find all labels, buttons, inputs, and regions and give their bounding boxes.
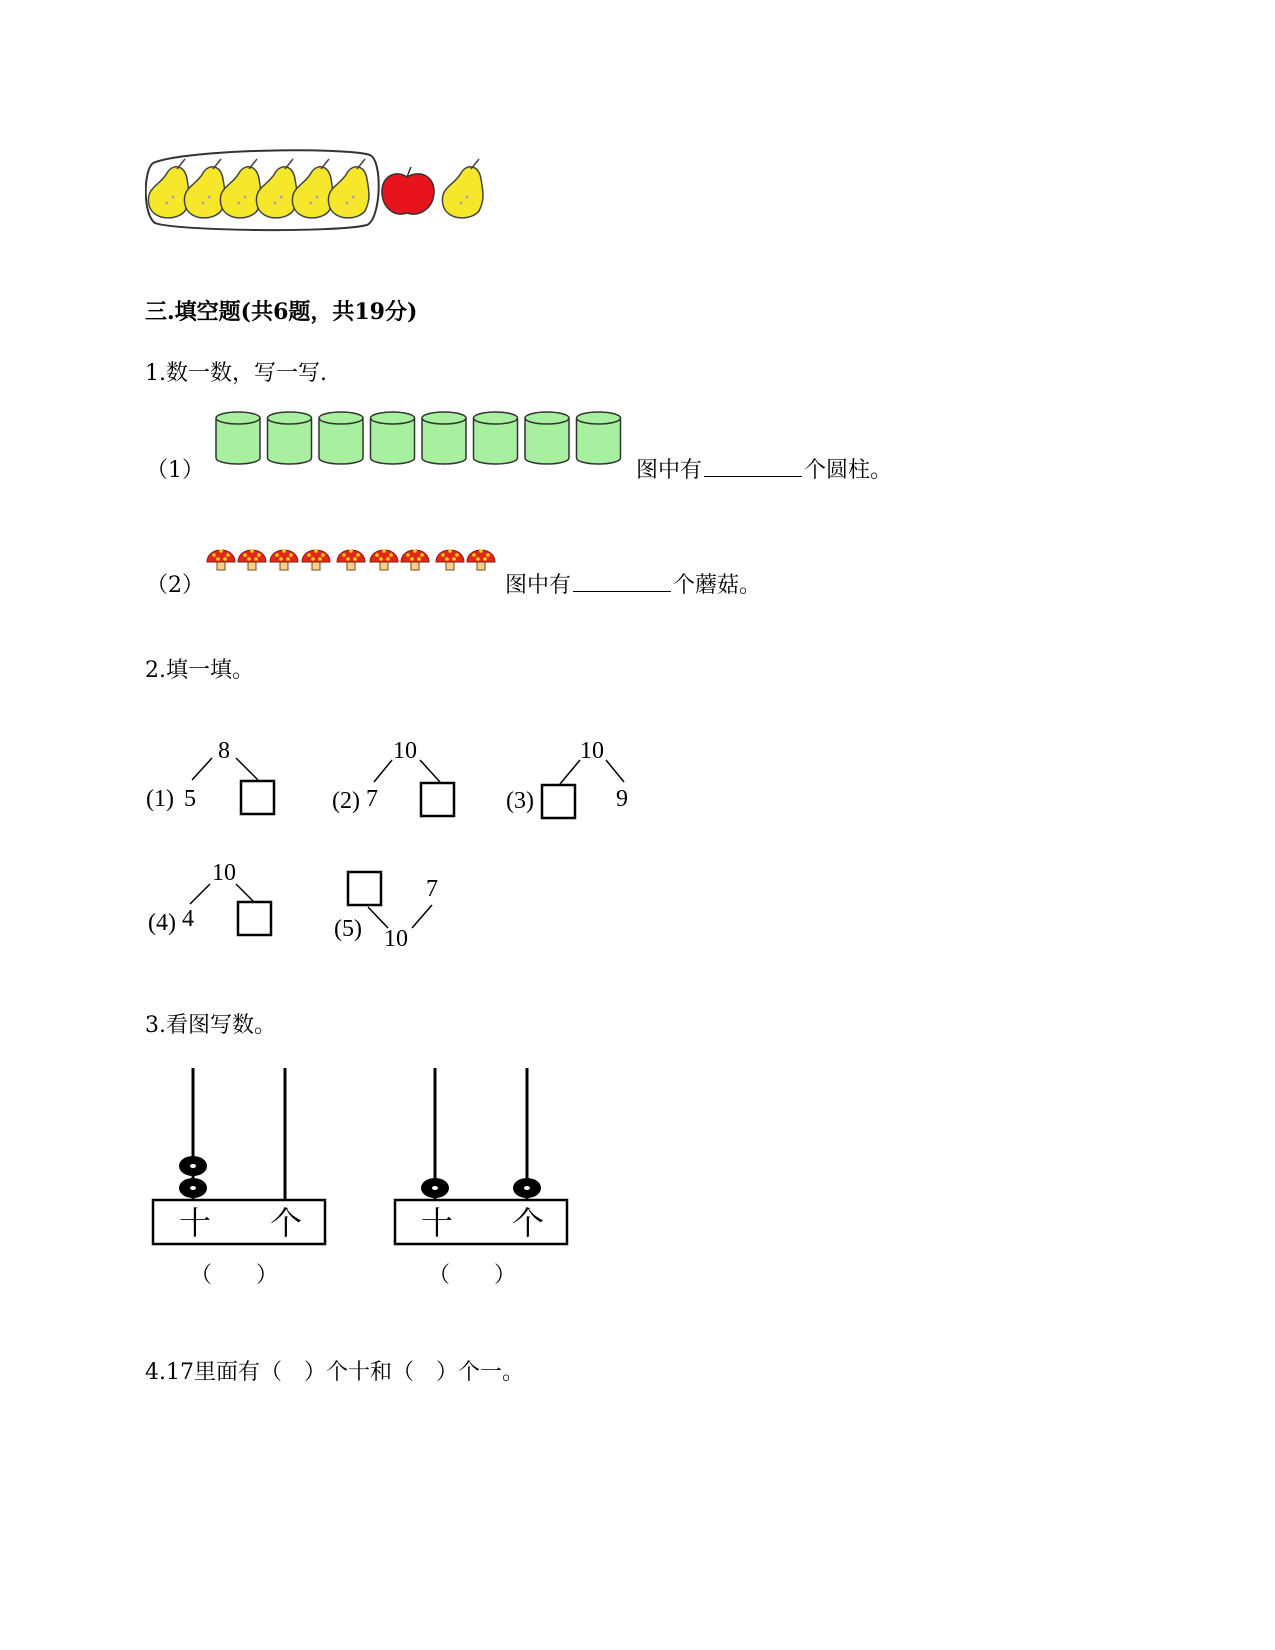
bond4-left: 4 bbox=[182, 906, 194, 932]
mushroom bbox=[467, 549, 495, 570]
mushroom bbox=[302, 549, 330, 570]
cylinder bbox=[371, 412, 415, 464]
mushroom bbox=[337, 549, 365, 570]
cylinders-picture bbox=[212, 410, 627, 470]
bond2-left: 7 bbox=[366, 786, 378, 812]
mushroom bbox=[401, 549, 429, 570]
cylinder bbox=[474, 412, 518, 464]
bond4-answer-box[interactable] bbox=[238, 902, 271, 935]
abacus2-tens-label: 十 bbox=[421, 1205, 454, 1241]
apple bbox=[382, 167, 434, 214]
q1-part1-after: 个圆柱。 bbox=[804, 458, 893, 483]
abacus2-answer: （ ） bbox=[428, 1262, 517, 1287]
section-heading: 三.填空题(共6题，共19分) bbox=[145, 299, 418, 325]
q1-part2-sentence bbox=[505, 568, 761, 599]
mushrooms-picture bbox=[205, 540, 497, 580]
abacus1-answer: （ ） bbox=[190, 1262, 279, 1287]
q1-part1-sentence bbox=[636, 453, 892, 484]
bond5-right: 7 bbox=[426, 876, 438, 902]
q1-part2-label: （2） bbox=[146, 573, 204, 598]
bond2-label: (2) bbox=[332, 788, 360, 814]
mushroom bbox=[270, 549, 298, 570]
mushroom bbox=[370, 549, 398, 570]
bond4-top: 10 bbox=[212, 860, 236, 886]
cylinder bbox=[268, 412, 312, 464]
pears-apple-picture bbox=[145, 145, 490, 235]
q1-part1-blank[interactable] bbox=[704, 456, 802, 477]
cylinder bbox=[216, 412, 260, 464]
number-bonds bbox=[140, 730, 660, 960]
q1-part2-blank[interactable] bbox=[573, 571, 671, 592]
bond5-bottom: 10 bbox=[384, 926, 408, 952]
bond3-right: 9 bbox=[616, 786, 628, 812]
bond2-answer-box[interactable] bbox=[421, 783, 454, 816]
pear-5 bbox=[292, 159, 333, 218]
q1-part1-label: （1） bbox=[146, 458, 204, 483]
bond5-answer-box[interactable] bbox=[348, 872, 381, 905]
abacus1-ones-label: 个 bbox=[270, 1205, 303, 1241]
bond3-top: 10 bbox=[580, 738, 604, 764]
pear-3 bbox=[220, 159, 261, 218]
cylinder bbox=[422, 412, 466, 464]
mushroom bbox=[207, 549, 235, 570]
bond2-top: 10 bbox=[393, 738, 417, 764]
abacus-pictures bbox=[145, 1060, 585, 1300]
abacus-2 bbox=[395, 1068, 567, 1287]
q2-stem: 2.填一填。 bbox=[145, 658, 254, 683]
q3-stem: 3.看图写数。 bbox=[145, 1013, 276, 1038]
cylinder bbox=[577, 412, 621, 464]
abacus1-tens-label: 十 bbox=[179, 1205, 212, 1241]
q1-part2-after: 个蘑菇。 bbox=[673, 573, 762, 598]
cylinder bbox=[319, 412, 363, 464]
cylinder bbox=[525, 412, 569, 464]
q1-part2-before: 图中有 bbox=[505, 573, 572, 598]
q4-text: 4.17里面有（ ）个十和（ ）个一。 bbox=[145, 1360, 524, 1385]
abacus-1 bbox=[153, 1068, 325, 1287]
pear-4 bbox=[256, 159, 297, 218]
abacus2-ones-label: 个 bbox=[512, 1205, 545, 1241]
mushroom bbox=[238, 549, 266, 570]
q1-stem: 1.数一数，写一写. bbox=[145, 361, 327, 386]
bond3-label: (3) bbox=[506, 788, 534, 814]
bond3-answer-box[interactable] bbox=[542, 785, 575, 818]
q1-part1-before: 图中有 bbox=[636, 458, 703, 483]
pear-2 bbox=[184, 159, 225, 218]
bond5-label: (5) bbox=[334, 916, 362, 942]
bond1-top: 8 bbox=[218, 738, 230, 764]
pear-6 bbox=[328, 159, 369, 218]
bond1-label: (1) bbox=[146, 786, 174, 812]
mushroom bbox=[436, 549, 464, 570]
bond4-label: (4) bbox=[148, 910, 176, 936]
pear-7 bbox=[442, 159, 483, 218]
bond1-answer-box[interactable] bbox=[241, 781, 274, 814]
bond1-left: 5 bbox=[184, 786, 196, 812]
pear-1 bbox=[148, 159, 189, 218]
